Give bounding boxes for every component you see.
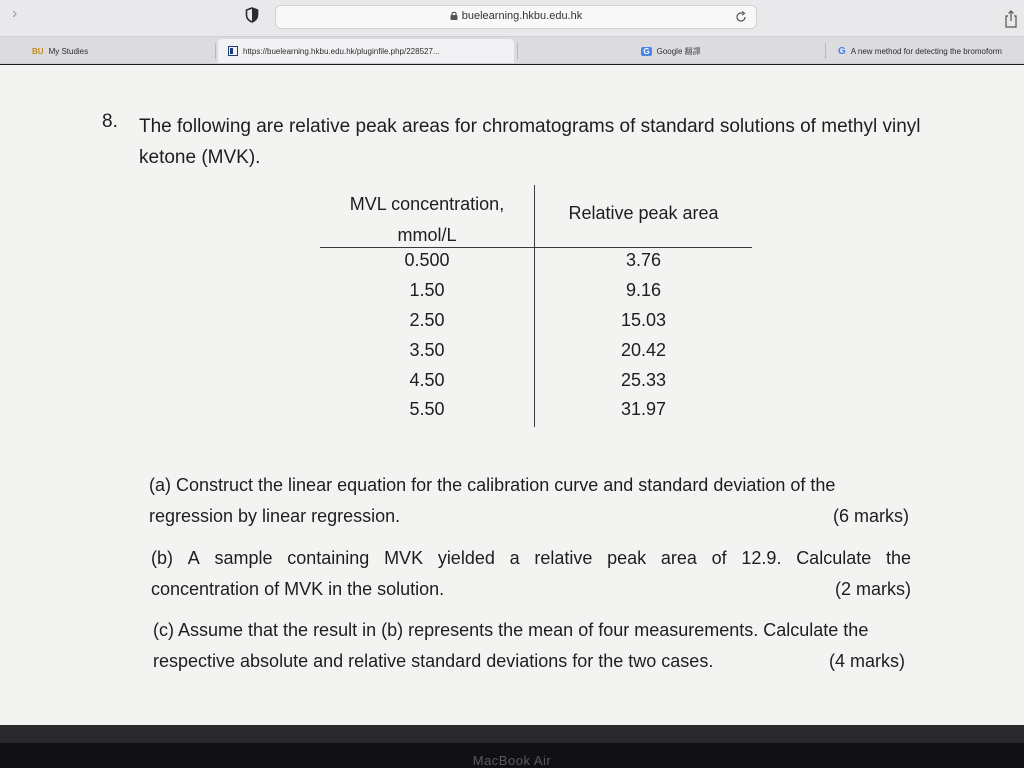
- part-b-marks: (2 marks): [835, 579, 911, 599]
- header-rule: [320, 247, 752, 248]
- part-b: [151, 543, 911, 605]
- word: yielded: [437, 548, 495, 568]
- tab-label: My Studies: [48, 46, 89, 56]
- part-b-line1: [151, 543, 911, 574]
- reload-icon[interactable]: [734, 10, 748, 24]
- peak-area-cell: 9.16: [625, 280, 662, 300]
- peak-area-cell: 25.33: [620, 370, 667, 390]
- google-favicon-icon: G: [838, 45, 846, 57]
- concentration-cell: 5.50: [409, 399, 445, 419]
- browser-toolbar: [0, 0, 1024, 36]
- address-value: buelearning.hkbu.edu.hk: [461, 10, 583, 22]
- part-a-text: regression by linear regression.: [149, 506, 401, 526]
- part-c-marks: (4 marks): [829, 651, 905, 671]
- word: a: [509, 548, 520, 568]
- part-c-line2: [153, 646, 905, 677]
- question-intro: The following are relative peak areas for chromatograms of standard solutions of methyl vinyl ketone (MVK).: [139, 116, 921, 168]
- word: 12.9.: [741, 548, 782, 568]
- part-b-line2: [151, 574, 911, 605]
- table-row: [320, 280, 752, 310]
- part-a: [149, 470, 909, 532]
- tab-label: A new method for detecting the bromoform: [850, 46, 1002, 56]
- header-unit: mmol/L: [397, 225, 457, 245]
- word: MVK: [384, 548, 424, 568]
- tab-label: Google 翻譯: [656, 46, 701, 56]
- word: (b): [151, 548, 173, 568]
- part-c-text: respective absolute and relative standard deviations for the two cases.: [153, 651, 714, 671]
- column-header-peak-area: Relative peak area: [568, 203, 719, 223]
- device-label: MacBook Air: [472, 753, 552, 768]
- peak-area-cell: 15.03: [620, 310, 667, 330]
- table-row: [320, 250, 752, 280]
- address-text: [276, 10, 756, 22]
- table-row: [320, 399, 752, 429]
- part-a-line1: (a) Construct the linear equation for the calibration curve and standard deviation of the: [149, 475, 836, 495]
- word: area: [660, 548, 697, 568]
- word: sample: [214, 548, 273, 568]
- word: Calculate: [796, 548, 872, 568]
- column-header-concentration: [320, 189, 534, 251]
- part-c: [153, 615, 905, 677]
- concentration-cell: 0.500: [404, 250, 450, 270]
- header-line: MVL concentration,: [349, 194, 505, 214]
- peak-area-cell: 20.42: [620, 340, 667, 360]
- laptop-bezel: [0, 725, 1024, 768]
- calibration-table: [320, 185, 752, 430]
- lock-icon: [450, 11, 458, 20]
- share-icon[interactable]: [1004, 10, 1018, 28]
- tab-bar: [0, 36, 1024, 64]
- part-a-marks: (6 marks): [833, 506, 909, 526]
- document-page: [0, 65, 1024, 725]
- word: of: [711, 548, 727, 568]
- privacy-shield-icon[interactable]: [245, 7, 259, 23]
- word: relative: [534, 548, 593, 568]
- tab-divider: [517, 43, 518, 59]
- table-row: [320, 310, 752, 340]
- tab-my-studies[interactable]: [22, 39, 212, 63]
- tab-pluginfile[interactable]: [218, 39, 514, 63]
- part-a-line2: [149, 501, 909, 532]
- table-row: [320, 370, 752, 400]
- tab-google-translate[interactable]: [520, 39, 822, 63]
- question-number: 8.: [102, 111, 118, 132]
- bezel-shade: [0, 725, 1024, 743]
- google-translate-favicon-icon: G: [643, 46, 650, 56]
- concentration-cell: 2.50: [409, 310, 445, 330]
- table-row: [320, 340, 752, 370]
- word: the: [885, 548, 911, 568]
- tab-divider: [825, 43, 826, 59]
- back-chevron-icon[interactable]: ›: [12, 5, 18, 22]
- part-c-line1: (c) Assume that the result in (b) represents the mean of four measurements. Calculate the: [153, 620, 869, 640]
- hkbu-favicon-icon: BU: [32, 46, 44, 56]
- word: A: [187, 548, 200, 568]
- part-b-text: concentration of MVK in the solution.: [151, 579, 445, 599]
- peak-area-cell: 31.97: [620, 399, 667, 419]
- tab-label: https://buelearning.hkbu.edu.hk/pluginfile.php/228527...: [243, 46, 440, 56]
- tab-divider: [215, 43, 216, 59]
- tab-bromoform-article[interactable]: [828, 39, 1024, 63]
- concentration-cell: 3.50: [409, 340, 445, 360]
- concentration-cell: 1.50: [409, 280, 445, 300]
- concentration-cell: 4.50: [409, 370, 445, 390]
- address-bar[interactable]: [275, 5, 757, 29]
- word: peak: [607, 548, 647, 568]
- document-favicon-icon: [228, 46, 238, 56]
- peak-area-cell: 3.76: [625, 250, 662, 270]
- word: containing: [287, 548, 370, 568]
